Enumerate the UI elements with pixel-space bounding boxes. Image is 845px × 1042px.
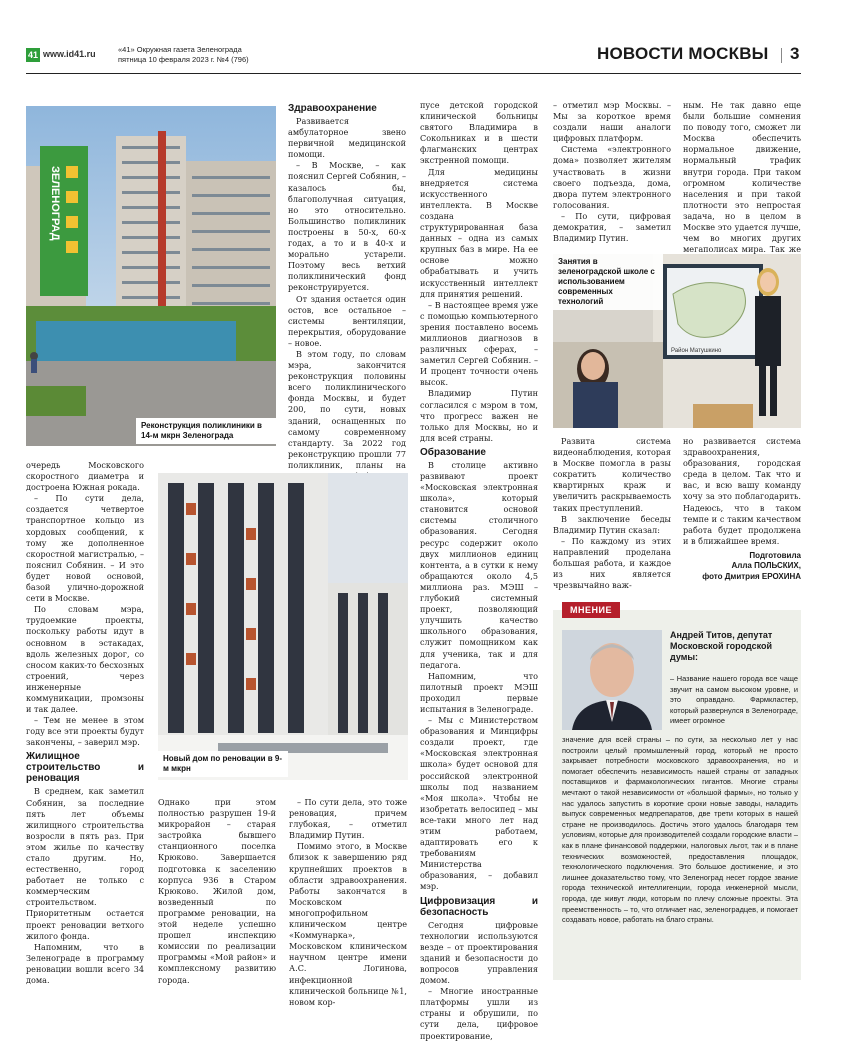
paragraph: – Многие иностранные платформы ушли из страны и обрушили, по сути дела, цифровое проектирование, (420, 986, 538, 1041)
credit-prepared: Подготовила (749, 550, 801, 560)
polyclinic-caption: Реконструкция поликлиники в 14-м мкрн Зеленограда (136, 418, 276, 444)
paragraph: – По сути, цифровая демократия, – заметил Владимир Путин. (553, 210, 671, 244)
paragraph: Развивается амбулаторное звено первичной медицинской помощи. (288, 116, 406, 160)
publication-info (118, 45, 249, 65)
heading-digital: Цифровизация и безопасность (420, 895, 538, 918)
paragraph: По словам мэра, трудоемкие проекты, поскольку работы идут в основном в эстакадах, вдоль железных дорог, со сносом каких-то бесхозных строений, через инженерные коммуникации, промзоны и так далее. (26, 604, 144, 715)
credit-photo: фото Дмитрия ЕРОХИНА (702, 571, 801, 581)
heading-health: Здравоохранение (288, 103, 377, 114)
paragraph: – В Москве, – как пояснил Сергей Собянин, – казалось бы, благополучная ситуация, но это относительно. Большинство поликлиник построены в 50-х, 60-х годах, а то и в 40-х и морально устарели. Поэтому весь ветхий поликлинический фонд реконструируется. (288, 160, 406, 293)
board-label: Район Матушкино (671, 348, 722, 354)
paragraph: но развивается система здравоохранения, образования, городская среда в целом. Так что и вас, и всю вашу команду хочу за это поблагодарить. Надеюсь, что в таком темпе и с таким качеством работа будет продолжена и в ближайшее время. (683, 436, 801, 546)
paragraph: Владимир Путин согласился с мэром в том, что прогресс важен не только для Москвы, но и для всей страны. (420, 388, 538, 443)
school-photo (553, 254, 801, 428)
paragraph: ным. Не так давно еще были большие сомнения по поводу того, сможет ли Москва обеспечить нормальное движение, нормальный трафик внутри города. При таком огромном количестве населения и при такой плотности это непростая задача, но в целом в Москве это удается лучше, чем во многих других мегаполисах мира. Так же (683, 100, 801, 255)
paragraph: Помимо этого, в Москве близок к завершению ряд крупнейших проектов в области здравоохранения. Работы закончатся в Московском многопрофильном клиническом центре «Коммунарка», Московском клиническом научном центре имени А.С. Логинова, инфекционной клинической больнице №1, новом кор- (289, 841, 407, 1007)
paragraph: Система «электронного дома» позволяет жителям участвовать в жизни своего подъезда, дома, двора путем электронного голосования. (553, 144, 671, 210)
author-portrait (562, 630, 662, 730)
paragraph: – отметил мэр Москвы. – Мы за короткое время создали наши аналоги цифровых платформ. (553, 100, 671, 144)
column-renovation-quote (289, 797, 407, 1008)
school-caption: Занятия в зеленоградской школе с использованием современных технологий (553, 254, 663, 310)
publication-name: «41» Окружная газета Зеленограда (118, 45, 242, 54)
paragraph: очередь Московского скоростного диаметра и достроена Южная рокада. (26, 460, 144, 493)
newspaper-logo: 41 (27, 50, 38, 60)
paragraph: – По каждому из этих направлений проделана большая работа, и каждое из них является чрезвычайно важ- (553, 535, 671, 591)
heading-education: Образование (420, 446, 486, 458)
paragraph: пусе детской городской клинической больницы святого Владимира в Сокольниках и в шести флагманских центрах экстренной помощи. (420, 100, 538, 166)
polyclinic-image (26, 106, 276, 446)
opinion-text-main: значение для всей страны – по сути, за несколько лет у нас построили целый промышленный город, который не просто закрывает потребности московского здравоохранения, но и помогает обеспечить независимость нашей страны от западных поставщиков и фармакологических гигантов. Многие страны мечтают о такой независимости от «большой фармы», но только у нас удалось запустить в короткие сроки новые заводы, наладить выпуск современных медпрепаратов, две трети которых в нашей стране не производилось. Достичь этого удалось благодаря тем условиям, которые для производителей создали городские власти – как в плане финансовой поддержки, налоговых льгот, так и в плане технических возможностей, предоставления площадок, технологического подключения. Это большое достижение, и это лишнее доказательство тому, что Зеленоград несет гордое звание города технической интеллигенции, города инженерной мысли, города, где живут люди, которым по плечу сложные проекты. Эта преемственность – то, что отличает нас, зеленоградцев, и помогает создавать новое, работать на благо страны. (562, 735, 798, 925)
paragraph: Однако при этом полностью разрушен 19-й микрорайон – старая застройка бывшего станционного поселка Крюково. Завершается подготовка к заселению корпуса 936 в Старом Крюково. Жилой дом, возведенный по программе реновации, на этой неделе успешно прошел инспекцию комиссии по реализации программы «Мой район» и комплексному развитию города. (158, 797, 276, 985)
paragraph: В этом году, по словам мэра, закончится реконструкция половины всего поликлинического фонда Москвы, и будет 200, по сути, новых зданий, оснащенных по самому современному стандарту. За 2022 год реконструкцию прошли 77 поликлиник, планы на (288, 348, 406, 470)
page-number: 3 (790, 44, 800, 63)
site-url[interactable]: www.id41.ru (43, 49, 96, 59)
section-title: НОВОСТИ МОСКВЫ (597, 44, 769, 63)
column-renovation (158, 797, 276, 986)
paragraph: В среднем, как заметил Собянин, за последние пять лет объемы жилищного строительства возросли в пять раз. При этом жилье по качеству стало другим. Но, естественно, город работает не только с коммерческим строительством. Приоритетным остается проект реновации ветхого жилого фонда. (26, 786, 144, 941)
paragraph: Сегодня цифровые технологии используются везде – от проектирования зданий и безопасности до вопросов управления домом. (420, 919, 538, 986)
paragraph: Напомним, что пилотный проект МЭШ проходил первые испытания в Зеленограде. (420, 670, 538, 714)
newhouse-image (158, 473, 408, 780)
paragraph: – По сути дела, создается четвертое транспортное кольцо из хордовых сообщений, к тому же дополненное скоростной магистралью, – пояснил Собянин. – И это будет новой основой, базой улично-дорожной сети в Москве. (26, 493, 144, 604)
column-digital-top (553, 100, 671, 244)
issue-date: пятница 10 февраля 2023 г. №4 (796) (118, 55, 249, 64)
paragraph: – Мы с Министерством образования и Минцифры создали проект, где «Московская электронная школа» будет основой для российской электронной школы под названием «Моя школа». Чтобы не изобретать велосипед – мы все-таки много лет над этим работаем, адаптировать его к требованиям Министерства образования, – добавил мэр. (420, 715, 538, 892)
paragraph: – Тем не менее в этом году все эти проекты будут закончены, – заверил мэр. (26, 715, 144, 748)
column-conclusion-top (683, 100, 801, 266)
paragraph: Развита система видеонаблюдения, которая в Москве помогла в разы сократить количество квартирных краж и увеличить раскрываемость таких преступлений. (553, 436, 671, 513)
paragraph: От здания остается один остов, все остальное – системы вентиляции, перекрытия, оборудование – новое. (288, 293, 406, 348)
header-rule (26, 73, 801, 74)
paragraph: Для медицины внедряется система искусственного интеллекта. В Москве создана структурированная база данных – одна из самых крупных баз в мире. На ее основе можно обрабатывать и учить искусственный интеллект для принятия решений. (420, 166, 538, 299)
paragraph: В заключение беседы Владимир Путин сказал: (553, 513, 671, 535)
column-medicine-education (420, 100, 538, 1042)
opinion-text-top: – Название нашего города все чаще звучит на самом высоком уровне, и это оправдано. Фармкластер, который развернулся в Зеленограде, имеет огромное (670, 674, 798, 726)
credit-author: Алла ПОЛЬСКИХ, (731, 561, 801, 571)
heading-housing: Жилищное строительство и реновация (26, 751, 144, 785)
column-conclusion-bottom (683, 436, 801, 582)
author-credit (683, 551, 801, 583)
portrait-image (562, 630, 662, 730)
polyclinic-photo (26, 106, 276, 446)
zelenograd-sign: ЗЕЛЕНОГРАД (49, 166, 61, 241)
opinion-author: Андрей Титов, депутат Московской городской думы: (670, 630, 773, 662)
paragraph: Напомним, что в Зеленограде в программу реновации вошли всего 34 дома. (26, 941, 144, 986)
column-digital-bottom (553, 436, 671, 591)
newhouse-caption: Новый дом по реновации в 9-м мкрн (158, 751, 288, 777)
opinion-badge: МНЕНИЕ (562, 602, 620, 618)
header-divider (781, 48, 782, 63)
column-health (288, 100, 406, 482)
column-transport-housing (26, 460, 144, 986)
paragraph: – По сути дела, это тоже реновация, причем глубокая, – отметил Владимир Путин. (289, 797, 407, 841)
paragraph: – В настоящее время уже с помощью компьютерного зрения поставлено восемь миллионов диагнозов в различных сферах, – заметил Сергей Собянин. – И процент точности очень высок. (420, 299, 538, 388)
newhouse-photo (158, 473, 408, 780)
paragraph: В столице активно развивают проект «Московская электронная школа», который становится основой системы столичного образования. Сегодня ресурс содержит около двух миллионов единиц контента, а в сутки к нему обращаются около 4,5 миллиона раз. МЭШ – глубокий системный проект, позволяющий улучшить качество школьного образования, служит помощником как для ученика, так и для педагога. (420, 459, 538, 670)
